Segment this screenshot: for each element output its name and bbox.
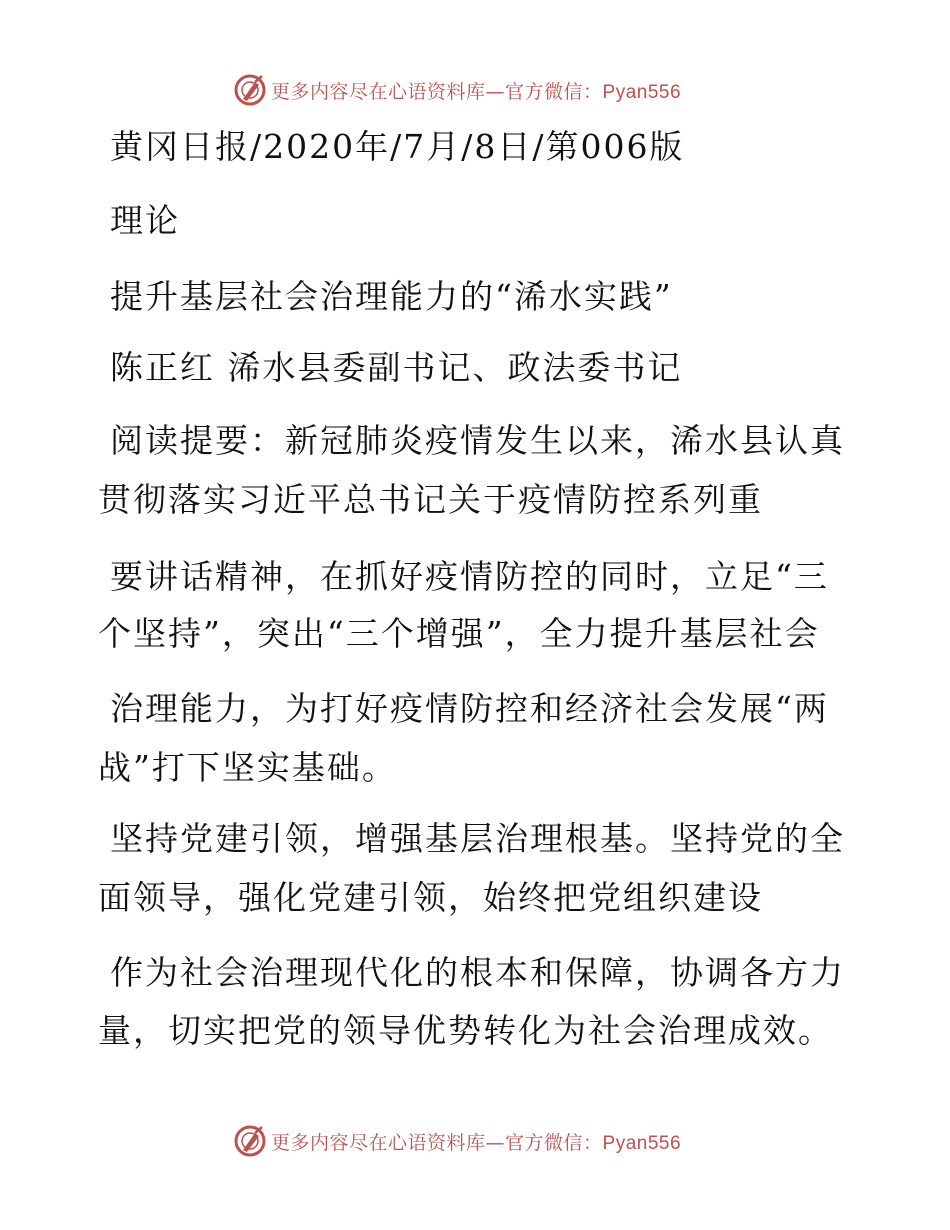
article-title: 提升基层社会治理能力的“浠水实践” bbox=[110, 277, 673, 316]
document-meta: 黄冈日报/2020年/7月/8日/第006版 bbox=[110, 127, 685, 166]
paragraph-line: 要讲话精神，在抓好疫情防控的同时，立足“三 bbox=[110, 557, 829, 596]
paragraph-line: 面领导，强化党建引领，始终把党组织建设 bbox=[98, 878, 763, 917]
paragraph-line: 量，切实把党的领导优势转化为社会治理成效。 bbox=[98, 1011, 833, 1050]
watermark-label: 更多内容尽在心语资料库—官方微信： bbox=[271, 80, 603, 103]
author-line: 陈正红 浠水县委副书记、政法委书记 bbox=[110, 348, 683, 387]
watermark-label: 更多内容尽在心语资料库—官方微信： bbox=[271, 1131, 603, 1154]
paragraph-line: 治理能力，为打好疫情防控和经济社会发展“两 bbox=[110, 689, 829, 728]
section-label: 理论 bbox=[110, 201, 180, 240]
pen-nib-logo-icon bbox=[233, 73, 267, 107]
paragraph-line: 作为社会治理现代化的根本和保障，协调各方力 bbox=[110, 953, 845, 992]
watermark-text bbox=[271, 1128, 681, 1155]
paragraph-line: 个坚持”，突出“三个增强”，全力提升基层社会 bbox=[98, 614, 820, 653]
paragraph-line: 坚持党建引领，增强基层治理根基。坚持党的全 bbox=[110, 819, 845, 858]
paragraph-line: 阅读提要：新冠肺炎疫情发生以来，浠水县认真 bbox=[110, 421, 845, 460]
watermark-header bbox=[233, 72, 681, 108]
watermark-wechat-id: Pyan556 bbox=[602, 1132, 682, 1154]
watermark-footer bbox=[233, 1123, 681, 1159]
paragraph-line: 贯彻落实习近平总书记关于疫情防控系列重 bbox=[98, 480, 763, 519]
paragraph-line: 战”打下坚实基础。 bbox=[98, 748, 397, 787]
watermark-wechat-id: Pyan556 bbox=[602, 81, 682, 103]
watermark-text bbox=[271, 77, 681, 104]
pen-nib-logo-icon bbox=[233, 1124, 267, 1158]
